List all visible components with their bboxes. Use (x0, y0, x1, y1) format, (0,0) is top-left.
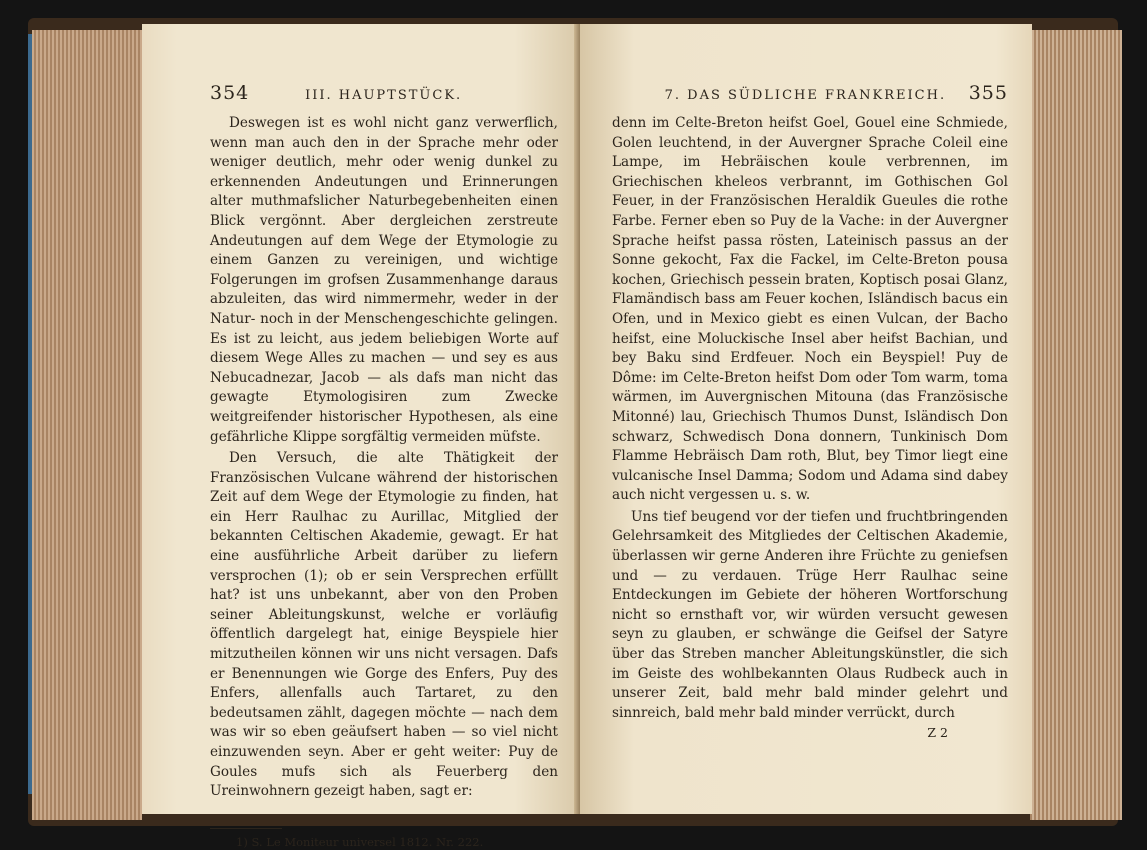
left-header-title: III. HAUPTSTÜCK. (305, 88, 463, 103)
signature-mark: Z 2 (927, 725, 948, 741)
right-page (580, 24, 1032, 814)
paragraph: Uns tief beugend vor der tiefen und fruchtbringenden Gelehrsamkeit des Mitgliedes der Celtischen Akademie, überlassen wir gerne Anderen ihre Früchte zu geniefsen und — zu verdauen. Trüge Herr Raulhac seine Entdeckungen im Gebiete der höheren Wortforschung nicht so ernsthaft vor, wir würden versucht gewesen seyn zu glauben, er schwänge die Geifsel der Satyre über das Streben mancher Ableitungskünstler, die sich im Geiste des wohlbekannten Olaus Rudbeck auch in unserer Zeit, bald mehr bald minder gelehrt und sinnreich, bald mehr bald minder verrückt, durch (612, 508, 1008, 721)
right-page-text (612, 114, 1008, 723)
left-page-text (210, 114, 558, 802)
left-page-number: 354 (210, 82, 250, 104)
footnote-rule (210, 828, 282, 829)
paragraph: denn im Celte-Breton heifst Goel, Gouel eine Schmiede, Golen leuchtend, in der Auvergner Sprache Coleil eine Lampe, im Hebräischen koule verbrennen, im Griechischen kheleos verbrannt, im Gothischen Gol Feuer, in der Französischen Heraldik Gueules die rothe Farbe. Ferner eben so Puy de la Vache: in der Auvergner Sprache heifst passa rösten, Lateinisch passus an der Sonne gekocht, Fax die Fackel, im Celte-Breton pousa kochen, Griechisch pessein braten, Koptisch posai Glanz, Flamändisch bass am Feuer kochen, Isländisch bacus ein Ofen, und in Mexico giebt es einen Vulcan, der Bacho heifst, eine Moluckische Insel aber heifst Bachian, und bey Baku sind Erdfeuer. Noch ein Beyspiel! Puy de Dôme: im Celte-Breton heifst Dom oder Tom warm, toma wärmen, im Auvergnischen Mitouna (das Französische Mitonné) lau, Griechisch Thumos Dunst, Isländisch Don schwarz, Schwedisch Dona donnern, Tunkinisch Dom Flamme Hebräisch Dam roth, Blut, bey Timor liegt eine vulcanische Insel Damma; Sodom und Adama sind dabey auch nicht vergessen u. s. w. (612, 115, 1008, 504)
page-edges-right (1030, 30, 1122, 820)
right-page-number: 355 (968, 82, 1008, 104)
page-edges-left (32, 30, 142, 820)
left-page (142, 24, 580, 849)
footnote: 1) S. Le Moniteur universel 1812. Nr. 222. (236, 834, 484, 849)
paragraph: Deswegen ist es wohl nicht ganz verwerflich, wenn man auch den in der Sprache mehr oder weniger deutlich, mehr oder wenig dunkel zu erkennenden Andeutungen und Erinnerungen alter muthmafslicher Naturbegebenheiten einen Blick vergönnt. Aber dergleichen zerstreute Andeutungen auf dem Wege der Etymologie zu einem Ganzen zu vereinigen, und wichtige Folgerungen im grofsen Zusammenhange daraus abzuleiten, das wird nimmermehr, weder in der Natur- noch in der Menschengeschichte gelingen. Es ist zu leicht, aus jedem beliebigen Worte auf diesem Wege Alles zu machen — und sey es aus Nebucadnezar, Jacob — als dafs man nicht das gewagte Etymologisiren zum Zwecke weitgreifender historischer Hypothesen, als eine gefährliche Klippe sorgfältig vermeiden müfste. (210, 115, 558, 445)
right-header-title: 7. DAS SÜDLICHE FRANKREICH. (664, 88, 947, 103)
right-running-header (612, 82, 1008, 104)
paragraph: Den Versuch, die alte Thätigkeit der Französischen Vulcane während der historischen Zeit auf dem Wege der Etymologie zu finden, hat ein Herr Raulhac zu Aurillac, Mitglied der bekannten Celtischen Akademie, gewagt. Er hat eine ausführliche Arbeit darüber zu liefern versprochen (1); ob er sein Versprechen erfüllt hat? ist uns unbekannt, aber von den Proben seiner Ableitungskunst, welche er vorläufig öffentlich dargelegt hat, einige Beyspiele hier mitzutheilen können wir uns nicht versagen. Dafs er Benennungen wie Gorge des Enfers, Puy des Enfers, allenfalls auch Tartaret, zu den bedeutsamen zählt, dagegen möchte — nach dem was wir so eben geäufsert haben — so viel nicht einzuwenden seyn. Aber er geht weiter: Puy de Goules mufs sich als Feuerberg den Ureinwohnern gezeigt haben, sagt er: (210, 450, 558, 800)
left-running-header (210, 82, 558, 104)
